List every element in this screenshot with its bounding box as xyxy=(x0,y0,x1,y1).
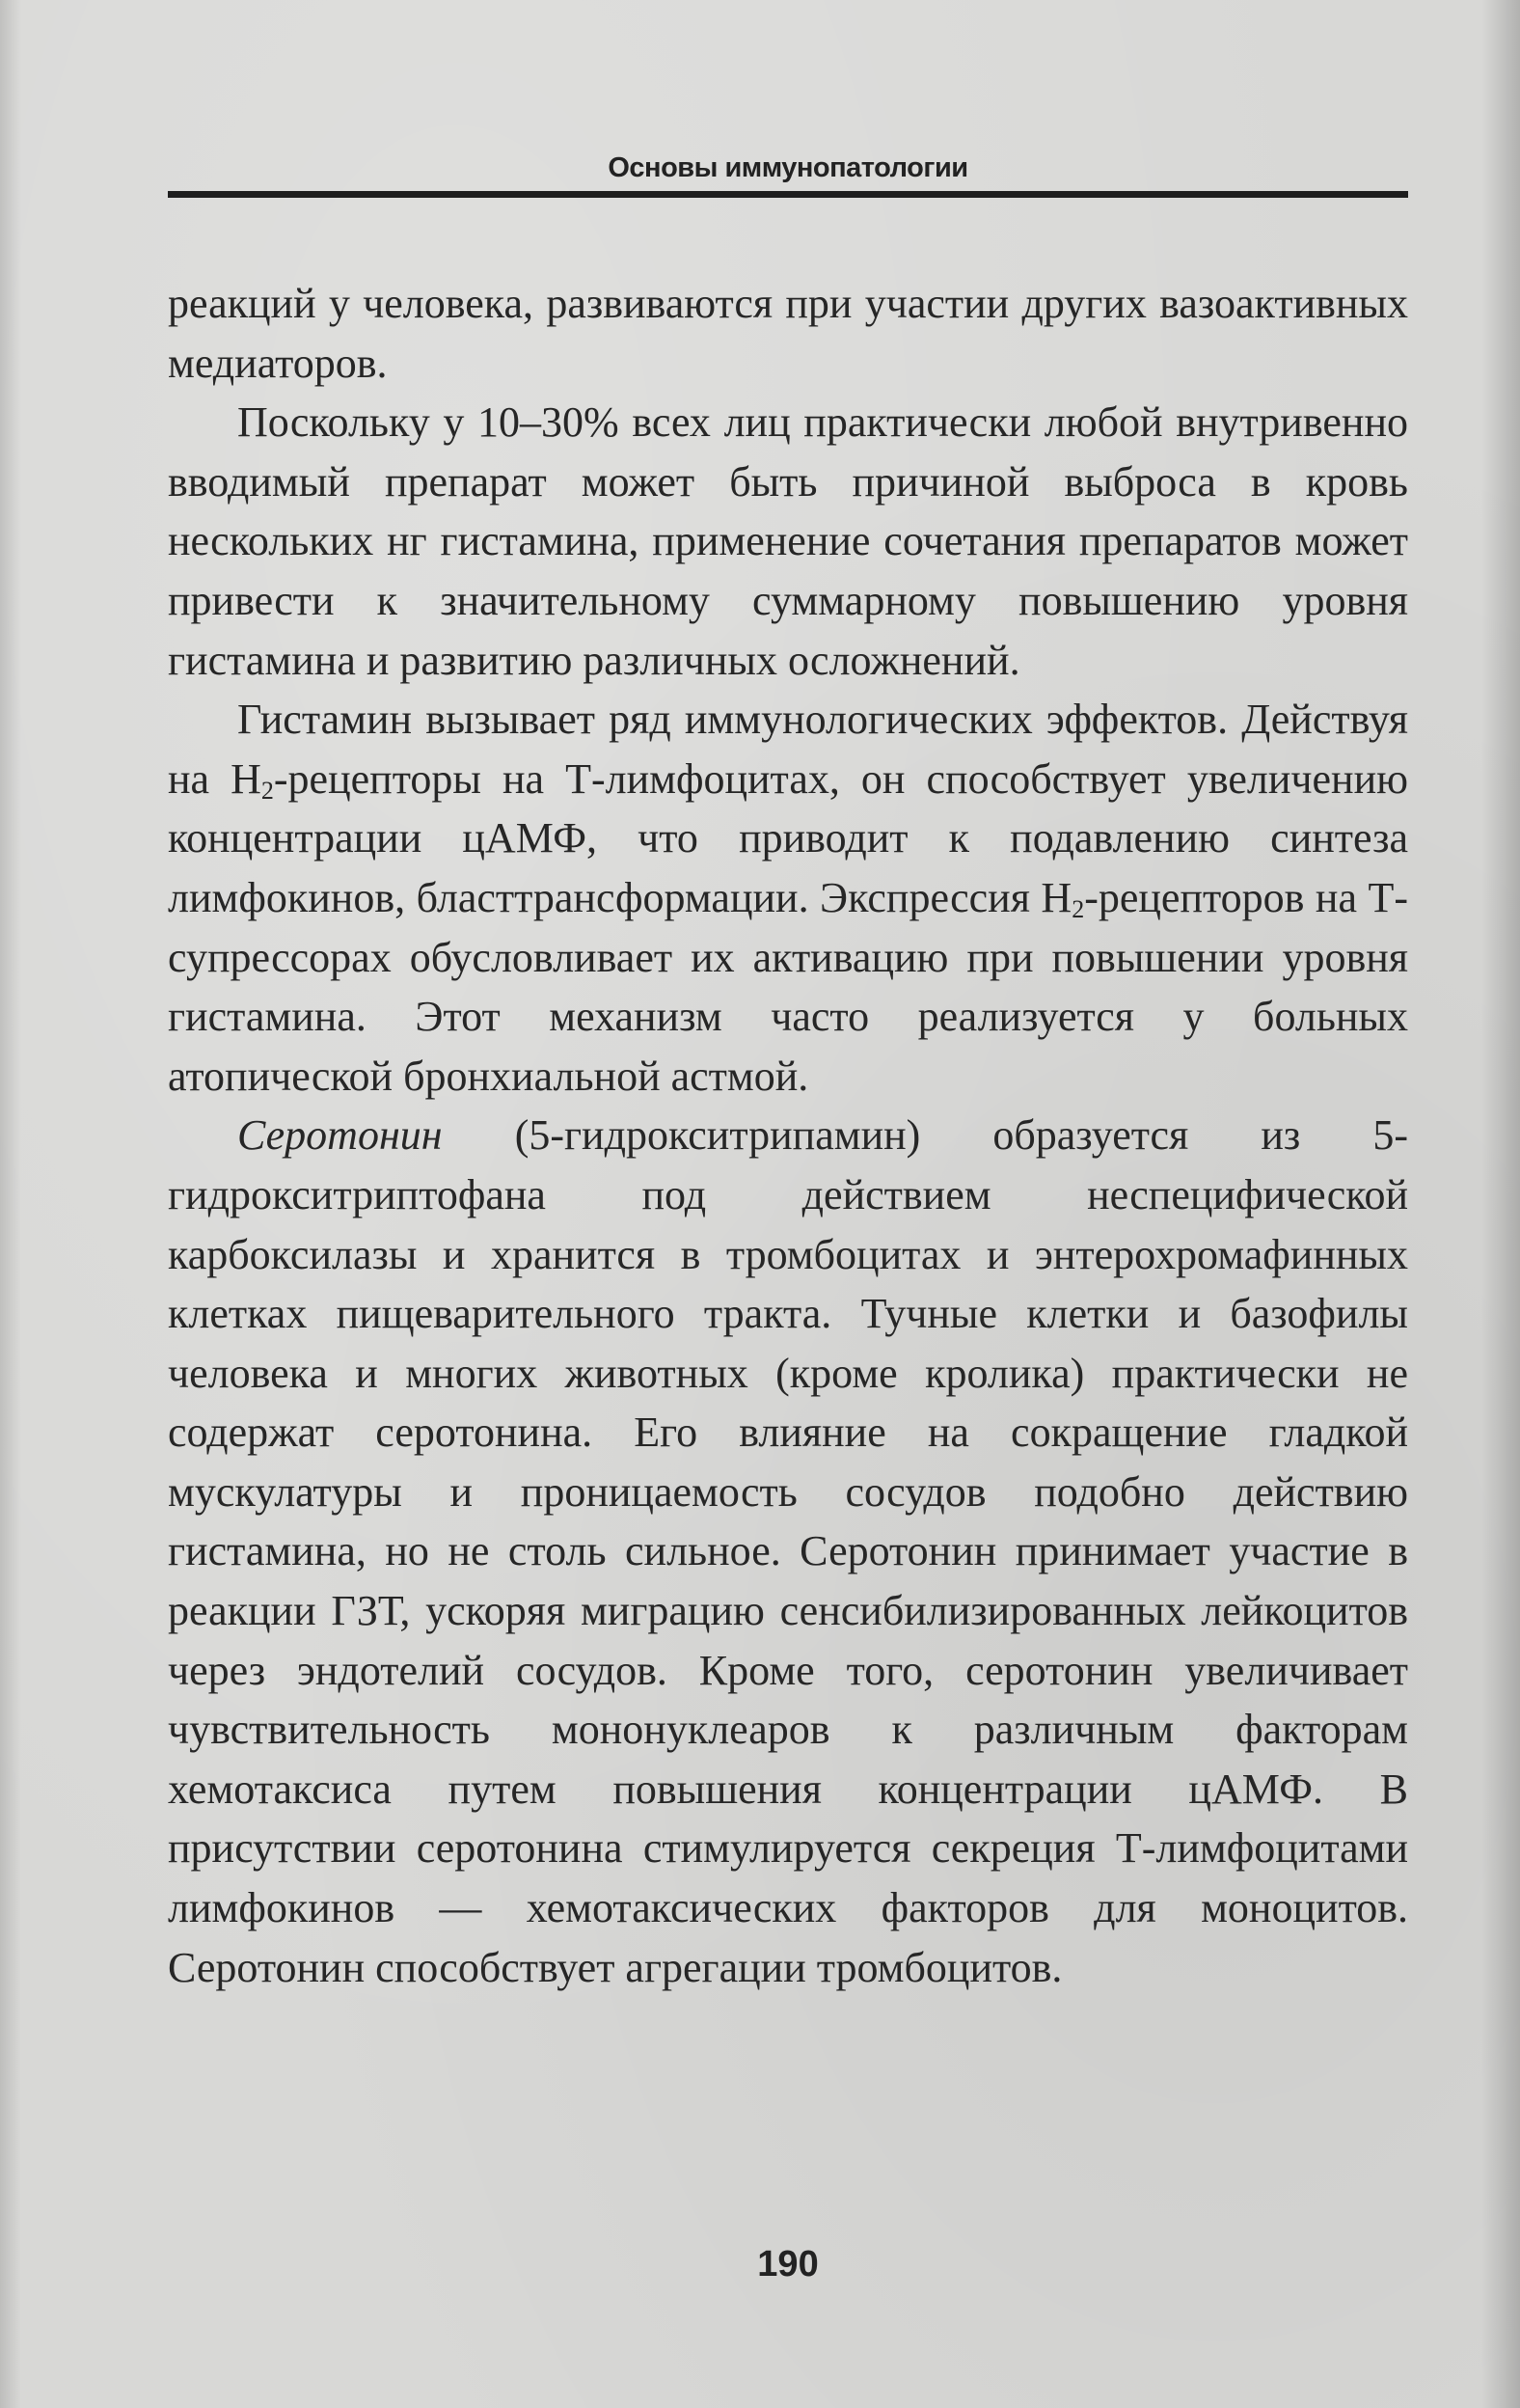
paragraph-drug-histamine-release: Поскольку у 10–30% всех лиц практически любой внутривенно вводимый препарат может быть причиной выброса в кровь нескольких нг гистамина, применение сочетания препаратов может привести к значительному суммарному повышению уровня гистамина и развитию различных осложнений. xyxy=(168,398,1408,684)
paragraph-continuation: реакций у человека, развиваются при участии других вазоактивных медиаторов. xyxy=(168,280,1408,387)
running-header: Основы иммунопатологии xyxy=(608,152,968,183)
paragraph-histamine-immunologic-effects xyxy=(168,690,1408,1106)
h2-subscript: 2 xyxy=(1072,894,1085,923)
h2-subscript: 2 xyxy=(260,776,274,805)
serotonin-text: (5-гидрокситрипамин) образуется из 5-гидрокситриптофана под действием неспецифической карбоксилазы и хранится в тромбоцитах и энтерохромафинных клетках пищеварительного тракта. Тучные клетки и базофилы человека и многих животных (кроме кролика) практически не содержат серотонина. Его влияние на сокращение гладкой мускулатуры и проницаемость сосудов подобно действию гистамина, но не столь сильное. Серотонин принимает участие в реакции ГЗТ, ускоряя миграцию сенсибилизированных лейкоцитов через эндотелий сосудов. Кроме того, серотонин увеличивает чувствительность мононуклеаров к различным факторам хемотаксиса путем повышения концентрации цАМФ. В присутствии серотонина стимулируется секреция Т-лимфоцитами лимфокинов — хемотаксических факторов для моноцитов. Серотонин способствует агрегации тромбоцитов. xyxy=(168,1111,1408,1991)
serotonin-term: Серотонин xyxy=(237,1111,443,1160)
histamine-text-part-1: Гистамин вызывает ряд иммунологических эффектов. Действуя на H xyxy=(168,696,1408,803)
page-number: 190 xyxy=(757,2244,819,2285)
paragraph-serotonin xyxy=(168,1106,1408,1997)
header-rule xyxy=(168,191,1408,198)
body-text xyxy=(168,274,1408,1997)
histamine-text-part-2: -рецепторы на Т-лимфоцитах, он способствует увеличению концентрации цАМФ, что приводит к подавлению синтеза лимфокинов, бласттрансформации. Экспрессия H xyxy=(168,754,1408,921)
page-edge-shadow-right xyxy=(1481,0,1520,2408)
histamine-text-part-3: -рецепторов на Т-супрессорах обусловливает их активацию при повышении уровня гистамина. Этот механизм часто реализуется у больных атопической бронхиальной астмой. xyxy=(168,873,1408,1100)
page-edge-shadow-left xyxy=(0,0,21,2408)
